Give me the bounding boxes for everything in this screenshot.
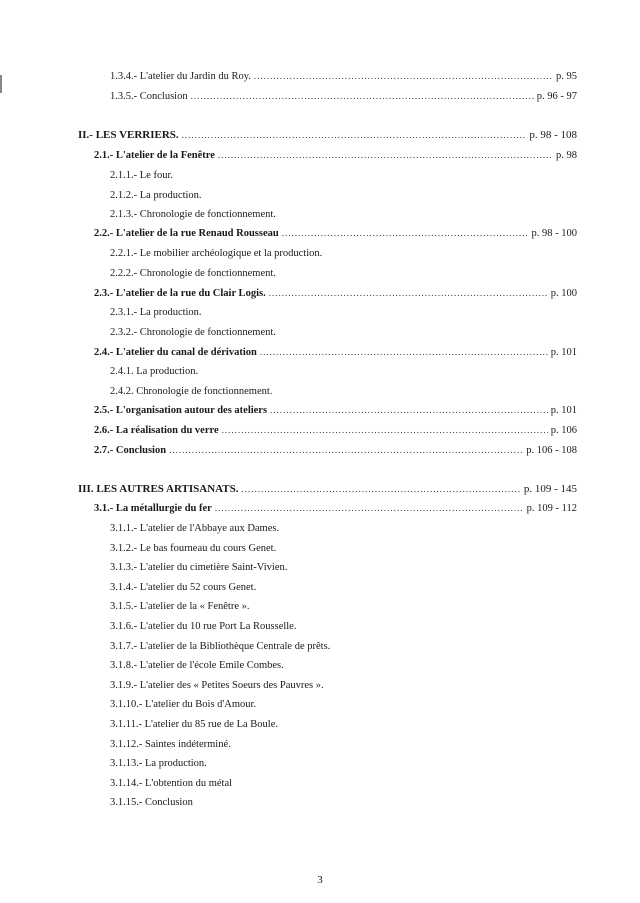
toc-entry-3-1-10	[110, 699, 256, 713]
toc-entry-page: p. 101	[550, 405, 577, 416]
toc-leader-dots	[169, 445, 523, 455]
toc-entry-label: 2.1.1.- Le four.	[110, 170, 173, 181]
toc-entry-label: 3.1.9.- L'atelier des « Petites Soeurs des Pauvres ».	[110, 680, 324, 691]
toc-entry-page: p. 95	[556, 71, 577, 82]
toc-entry-label: 2.1.- L'atelier de la Fenêtre	[94, 150, 215, 161]
toc-leader-dots	[242, 484, 521, 494]
toc-entry-label: 2.2.1.- Le mobilier archéologique et la production.	[110, 248, 323, 259]
toc-entry-2-3-1	[110, 307, 202, 321]
toc-entry-label: 2.3.2.- Chronologie de fonctionnement.	[110, 327, 276, 338]
toc-entry-2-1	[94, 150, 577, 164]
toc-entry-page: p. 109 - 112	[526, 503, 577, 514]
toc-entry-label: 2.3.1.- La production.	[110, 307, 202, 318]
toc-entry-label: 3.1.2.- Le bas fourneau du cours Genet.	[110, 543, 277, 554]
toc-entry-3-1-9	[110, 680, 324, 694]
toc-entry-label: 2.4.1. La production.	[110, 366, 199, 377]
toc-entry-label: 3.1.- La métallurgie du fer	[94, 503, 212, 514]
toc-entry-label: 3.1.13.- La production.	[110, 758, 207, 769]
toc-entry-2-6	[94, 425, 577, 439]
toc-entry-label: 3.1.3.- L'atelier du cimetière Saint-Vivien.	[110, 562, 288, 573]
toc-entry-2-2-2	[110, 268, 276, 282]
toc-entry-page: p. 106 - 108	[526, 445, 577, 456]
toc-leader-dots	[282, 228, 529, 238]
toc-entry-label: 3.1.4.- L'atelier du 52 cours Genet.	[110, 582, 257, 593]
toc-leader-dots	[215, 503, 524, 513]
toc-entry-label: 2.1.3.- Chronologie de fonctionnement.	[110, 209, 276, 220]
toc-entry-label: 3.1.5.- L'atelier de la « Fenêtre ».	[110, 601, 250, 612]
toc-entry-3-1-6	[110, 621, 296, 635]
toc-leader-dots	[270, 405, 548, 415]
toc-entry-label: 3.1.7.- L'atelier de la Bibliothèque Centrale de prêts.	[110, 641, 331, 652]
toc-entry-page: p. 96 - 97	[536, 91, 577, 102]
toc-entry-page: p. 106	[550, 425, 577, 436]
toc-entry-3-1-12	[110, 739, 231, 753]
toc-entry-3-1-2	[110, 543, 276, 557]
toc-entry-2-5	[94, 405, 577, 419]
toc-entry-page: p. 101	[550, 347, 577, 358]
toc-entry-label: 1.3.4.- L'atelier du Jardin du Roy.	[110, 71, 251, 82]
toc-entry-2-4-1	[110, 366, 198, 380]
toc-entry-3-1-15	[110, 797, 193, 811]
toc-entry-3-1	[94, 503, 577, 517]
toc-entry-2-4-2	[110, 386, 272, 400]
page-number: 3	[317, 874, 323, 886]
toc-entry-3-1-8	[110, 660, 284, 674]
toc-entry-2-3	[94, 288, 577, 302]
toc-entry-2-1-1	[110, 170, 173, 184]
toc-entry-label: 2.3.- L'atelier de la rue du Clair Logis.	[94, 288, 266, 299]
toc-entry-2-1-2	[110, 190, 202, 204]
toc-leader-dots	[269, 288, 548, 298]
toc-entry-label: 3.1.14.- L'obtention du métal	[110, 778, 233, 789]
toc-entry-label: 2.1.2.- La production.	[110, 190, 202, 201]
toc-entry-3-1-13	[110, 758, 207, 772]
toc-entry-page: p. 109 - 145	[523, 483, 577, 495]
toc-entry-3-1-4	[110, 582, 256, 596]
toc-leader-dots	[182, 130, 527, 140]
toc-entry-label: 3.1.8.- L'atelier de l'école Emile Combes.	[110, 660, 284, 671]
toc-entry-1-3-5	[110, 91, 577, 105]
toc-section-iii	[78, 483, 577, 497]
toc-entry-2-1-3	[110, 209, 276, 223]
toc-entry-page: p. 98 - 100	[531, 228, 577, 239]
toc-entry-label: 3.1.1.- L'atelier de l'Abbaye aux Dames.	[110, 523, 280, 534]
toc-entry-label: 2.6.- La réalisation du verre	[94, 425, 219, 436]
toc-entry-label: 3.1.11.- L'atelier du 85 rue de La Boule.	[110, 719, 278, 730]
toc-entry-label: 2.2.- L'atelier de la rue Renaud Rousseau	[94, 228, 279, 239]
toc-leader-dots	[254, 71, 553, 81]
toc-section-ii	[78, 129, 577, 143]
toc-entry-2-3-2	[110, 327, 276, 341]
toc-leader-dots	[218, 150, 553, 160]
toc-section-label: II.- LES VERRIERS.	[78, 129, 179, 141]
toc-entry-label: 2.2.2.- Chronologie de fonctionnement.	[110, 268, 276, 279]
toc-leader-dots	[191, 91, 534, 101]
toc-entry-label: 3.1.12.- Saintes indéterminé.	[110, 739, 231, 750]
toc-entry-2-4	[94, 347, 577, 361]
toc-entry-3-1-5	[110, 601, 250, 615]
toc-entry-3-1-14	[110, 778, 232, 792]
toc-entry-label: 2.7.- Conclusion	[94, 445, 167, 456]
toc-entry-page: p. 98 - 108	[529, 129, 577, 141]
toc-entry-label: 1.3.5.- Conclusion	[110, 91, 188, 102]
toc-section-label: III. LES AUTRES ARTISANATS.	[78, 483, 239, 495]
toc-entry-2-2-1	[110, 248, 322, 262]
toc-entry-label: 3.1.10.- L'atelier du Bois d'Amour.	[110, 699, 257, 710]
toc-entry-2-2	[94, 228, 577, 242]
toc-entry-label: 3.1.15.- Conclusion	[110, 797, 193, 808]
toc-entry-1-3-4	[110, 71, 577, 85]
toc-entry-3-1-11	[110, 719, 278, 733]
toc-entry-label: 2.4.- L'atelier du canal de dérivation	[94, 347, 257, 358]
toc-entry-3-1-3	[110, 562, 287, 576]
toc-entry-label: 2.4.2. Chronologie de fonctionnement.	[110, 386, 273, 397]
toc-entry-page: p. 100	[550, 288, 577, 299]
toc-entry-label: 2.5.- L'organisation autour des ateliers	[94, 405, 268, 416]
toc-entry-page: p. 98	[556, 150, 577, 161]
toc-entry-label: 3.1.6.- L'atelier du 10 rue Port La Rousselle.	[110, 621, 297, 632]
toc-entry-3-1-7	[110, 641, 330, 655]
scan-edge-mark	[0, 75, 2, 93]
toc-entry-3-1-1	[110, 523, 279, 537]
toc-leader-dots	[222, 425, 548, 435]
toc-entry-2-7	[94, 445, 577, 459]
toc-leader-dots	[260, 347, 548, 357]
